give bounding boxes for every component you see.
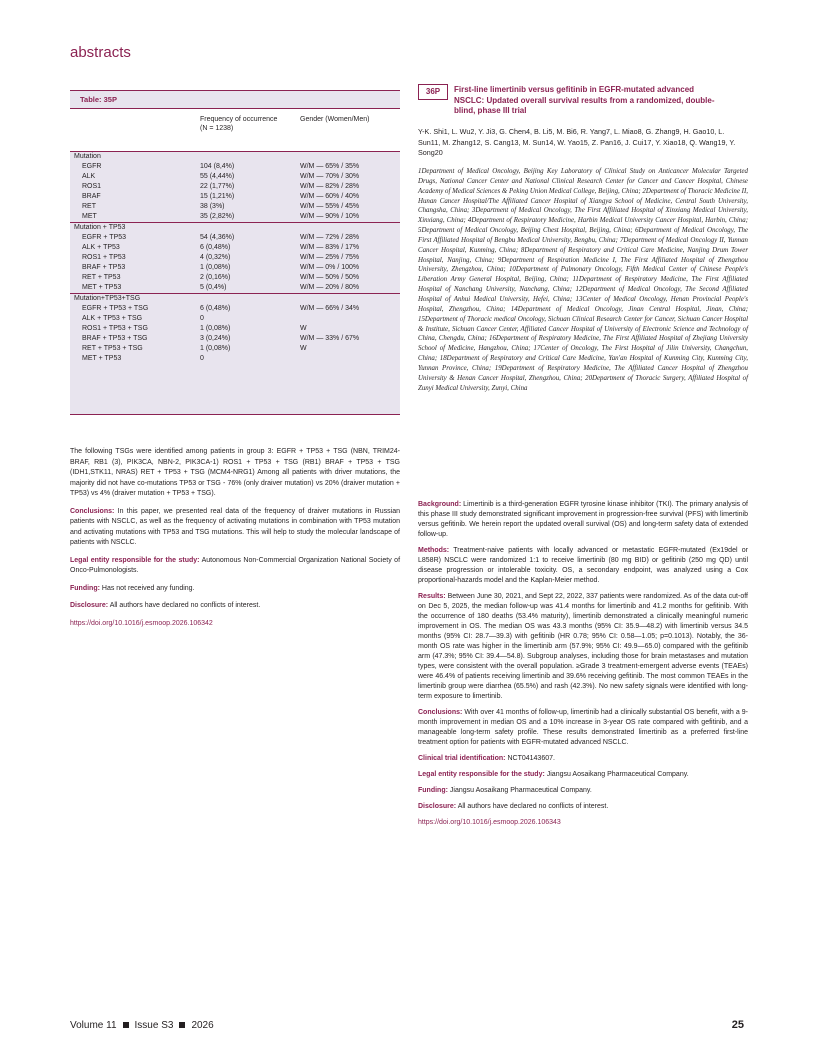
conclusions-label: Conclusions: [70,507,115,515]
table-group-row [70,222,400,233]
group-label: Mutation [74,153,101,160]
row-label: BRAF [82,193,101,200]
page-number: 25 [731,1019,744,1031]
row-frequency: 2 (0,16%) [200,274,231,281]
row-label: ROS1 + TP53 [82,254,126,261]
row-label: EGFR [82,163,102,170]
funding-36p-label: Funding: [418,787,448,794]
conclusions-36p-label: Conclusions: [418,709,463,716]
trial-id-text: NCT04143607. [507,755,555,762]
funding-label: Funding: [70,584,100,592]
row-label: ALK + TP53 + TSG [82,315,143,322]
abstract-title: First-line limertinib versus gefitinib in EGFR-mutated advanced NSCLC: Updated overall survival results from a randomized, double-blind, phase III trial [454,85,715,115]
legal-entity-text: Autonomous Non-Commercial Organization National Society of Onco-Pulmonologists. [70,556,401,574]
results-paragraph [418,592,748,702]
conclusions-36p-text: With over 41 months of follow-up, limertinib had a clinically substantial OS benefit, with a 9-month improvement in median OS and a 10% increase in 3-year OS rate compared with gefitinib, and a manageable long-term safety profile. These results demonstrated limertinib as a preferred first-line treatment option for patients with EGFR-mutated advanced NSCLC. [418,709,748,746]
row-label: EGFR + TP53 [82,234,127,241]
row-label: MET + TP53 [82,355,122,362]
row-frequency: 104 (8,4%) [200,163,235,170]
table-row [70,344,400,354]
table-row [70,172,400,182]
table-row [70,202,400,212]
abstract-number: 36P [418,84,448,100]
row-label: RET [82,203,96,210]
table-row [70,314,400,324]
row-label: MET [82,213,97,220]
row-gender: W/M — 90% / 10% [300,213,360,220]
doi-paragraph [70,619,400,630]
background-label: Background: [418,501,462,508]
row-frequency: 22 (1,77%) [200,183,235,190]
col-header-frequency: Frequency of occurrence (N = 1238) [200,116,278,132]
row-frequency: 3 (0,24%) [200,335,231,342]
row-frequency: 0 [200,355,204,362]
row-frequency: 55 (4,44%) [200,173,235,180]
row-frequency: 4 (0,32%) [200,254,231,261]
row-label: RET + TP53 + TSG [82,345,143,352]
legal-entity-label: Legal entity responsible for the study: [70,556,200,564]
row-gender: W/M — 65% / 35% [300,163,360,170]
disclosure-paragraph [70,601,400,612]
footer-year: 2026 [191,1020,214,1031]
section-label: abstracts [70,44,131,61]
group-label: Mutation + TP53 [74,224,126,231]
trial-id-paragraph [418,754,748,764]
row-frequency: 0 [200,315,204,322]
funding-36p-text: Jiangsu Aosaikang Pharmaceutical Company. [449,787,592,794]
footer [70,1020,214,1031]
row-gender: W [300,345,307,352]
disclosure-36p-text: All authors have declared no conflicts of interest. [457,803,609,810]
row-label: BRAF + TP53 + TSG [82,335,148,342]
funding-text: Has not received any funding. [101,584,195,592]
disclosure-text: All authors have declared no conflicts of interest. [109,602,261,609]
table-title: Table: 35P [70,91,400,109]
table-row [70,182,400,192]
col-header-gender: Gender (Women/Men) [300,116,370,123]
row-gender: W/M — 66% / 34% [300,305,360,312]
table-row [70,243,400,253]
row-gender: W/M — 72% / 28% [300,234,360,241]
doi-link[interactable]: https://doi.org/10.1016/j.esmoop.2026.106342 [70,619,213,627]
row-gender: W/M — 25% / 75% [300,254,360,261]
table-group-row [70,152,400,162]
row-gender: W/M — 70% / 30% [300,173,360,180]
row-label: BRAF + TP53 [82,264,126,271]
background-text: Limertinib is a third-generation EGFR tyrosine kinase inhibitor (TKI). The primary analysis of this phase III study demonstrated significant improvement in progression-free survival (PFS) with limertinib versus gefitinib. We herein report the updated overall survival (OS) and long-term safety data of extended follow-up. [418,501,748,538]
table-body [70,152,400,364]
author-list: Y-K. Shi1, L. Wu2, Y. Ji3, G. Chen4, B. Li5, M. Bi6, R. Yang7, L. Miao8, G. Zhang9, H. Gao10, L. Sun11, M. Zhang12, S. Cang13, M. Sun14, W. Yao15, Z. Pan16, J. Cui17, Y. Xiao18, Q. Wang19, Y. Song20 [418,127,736,157]
results-text: Between June 30, 2021, and Sept 22, 2022, 337 patients were randomized. As of the data cut-off on Dec 5, 2025, the median follow-up was 41.4 months for limertinib and 41.2 months for gefitinib. With the occurrence of 180 deaths (53.4% maturity), limertinib demonstrated a clinically meaningful numeric improvement in OS. The median OS was 43.3 months (95% CI: 35.9—48.2) with limertinib versus 34.5 months (95% CI: 28.7—39.3) with gefitinib (HR 0.78; 95% CI: 0.58—1.05; p=0.1013). Notably, the 36-month OS rate was higher in the limertinib arm (57.9%; 95% CI: 49.9—65.0) compared with the gefitinib arm (47.3%; 95% CI: 39.4—54.8). Subgroup analyses, including those for brain metastases and mutation types, were consistent with the overall population. ≥Grade 3 treatment-emergent adverse events (TEAEs) were 46.4% of patients receiving limertinib and 39.6% receiving gefitinib. The most common TEAEs in the limertinib group were diarrhea (65.5%) and rash (42.3%). No new safety signals were identified with long-term exposure to limertinib. [418,593,748,700]
table-row [70,233,400,243]
left-column-text [70,447,400,636]
legal-entity-36p-text: Jiangsu Aosaikang Pharmaceutical Company. [546,771,689,778]
row-frequency: 5 (0,4%) [200,284,227,291]
table-header [70,109,400,152]
table-35p [70,90,400,415]
table-row [70,273,400,283]
row-frequency: 15 (1,21%) [200,193,235,200]
row-gender: W/M — 55% / 45% [300,203,360,210]
tsg-paragraph: The following TSGs were identified among patients in group 3: EGFR + TP53 + TSG (NBN, TRIM24-BRAF, RB1 (3), PIK3CA, NBN-2, PIK3CA-1) ROS1 + TP53 + TSG (RB1) BRAF + TP53 + TSG (IDH1,STK11, NRAS) RET + TP53 + TSG (MCM4-NRG1) Among all patients with driver mutations, the majority did not have co-mutations TP53 or TSG - 76% (only draiver mutation) vs 20% (draiver mutation + TP53) vs 4% (draiver mutation + TP53 + TSG). [70,448,400,497]
row-gender: W/M — 60% / 40% [300,193,360,200]
row-gender: W/M — 82% / 28% [300,183,360,190]
background-paragraph [418,500,748,540]
row-frequency: 1 (0,08%) [200,325,231,332]
row-frequency: 6 (0,48%) [200,244,231,251]
row-frequency: 1 (0,08%) [200,345,231,352]
row-frequency: 35 (2,82%) [200,213,235,220]
conclusions-text: In this paper, we presented real data of the frequency of draiver mutations in Russian patients with NSCLC, as well as the frequency of activating mutations in combination with TP53 mutation and activating mutations with TP53 and TSG mutations. This will help to study the molecular landscape of patients with NSCLC. [70,507,400,546]
row-label: RET + TP53 [82,274,121,281]
row-frequency: 6 (0,48%) [200,305,231,312]
legal-entity-36p-paragraph [418,770,748,780]
row-gender: W/M — 83% / 17% [300,244,360,251]
table-row [70,304,400,314]
row-gender: W/M — 33% / 67% [300,335,360,342]
conclusions-paragraph [70,507,400,549]
separator-square-icon [179,1022,185,1028]
table-row [70,162,400,172]
table-row [70,192,400,202]
row-label: ALK [82,173,96,180]
group-label: Mutation+TP53+TSG [74,295,141,302]
doi-36p-paragraph [418,818,748,828]
conclusions-36p-paragraph [418,708,748,748]
row-label: MET + TP53 [82,284,122,291]
table-row [70,253,400,263]
table-row [70,334,400,344]
row-label: ALK + TP53 [82,244,120,251]
results-label: Results: [418,593,446,600]
disclosure-label: Disclosure: [70,602,109,609]
disclosure-36p-paragraph [418,802,748,812]
funding-paragraph [70,584,400,595]
legal-entity-36p-label: Legal entity responsible for the study: [418,771,545,778]
row-gender: W/M — 20% / 80% [300,284,360,291]
legal-entity-paragraph [70,556,400,577]
trial-id-label: Clinical trial identification: [418,755,506,762]
row-label: ROS1 [82,183,102,190]
funding-36p-paragraph [418,786,748,796]
table-group-row [70,293,400,304]
table-row [70,212,400,222]
doi-36p-link[interactable]: https://doi.org/10.1016/j.esmoop.2026.106343 [418,819,561,826]
row-gender: W [300,325,307,332]
methods-label: Methods: [418,547,450,554]
footer-issue: Issue S3 [134,1020,174,1031]
disclosure-36p-label: Disclosure: [418,803,457,810]
table-row [70,324,400,334]
row-label: ROS1 + TP53 + TSG [82,325,148,332]
row-frequency: 1 (0,08%) [200,264,231,271]
affiliations: 1Department of Medical Oncology, Beijing Key Laboratory of Clinical Study on Anticancer Molecular Targeted Drugs, National Cancer Center and National Clinical Research Center for Cancer and Cancer Hospital, Chinese Academy of Medical Sciences & Peking Union Medical College, Beijing, China; 2Department of Thoracic Medicine II, Hunan Cancer Hospital/The Affiliated Cancer Hospital of Xiangya School of Medicine, Central South University, Changsha, China; 3Department of Medical Oncology, The First Affiliated Hospital of Xinxiang Medical University, Xinxiang, China; 4Department of Respiratory Medicine, Harbin Medical University Cancer Hospital, Harbin, China; 5Department of Medical Oncology, Beijing Chest Hospital, Beijing, China; 6Department of Medical Oncology, The First Affiliated Hospital of Bengbu Medical University, Bengbu, China; 7Department of Medical Oncology II, Yunnan Cancer Hospital, Kunming, China; 8Department of Respiratory and Critical Care Medicine, Nanjing Drum Tower Hospital, Nanjing, China; 9Department of Respiration Medicine I, The First Affiliated Hospital of Zhengzhou University, Zhengzhou, China; 10Department of Pulmonary Oncology, Fifth Medical Center of Chinese People's Liberation Army General Hospital, Beijing, China; 11Department of Respiratory Medicine, The First Affiliated Hospital of Nanchang University, Nanchang, China; 12Department of Medical Oncology, The Second Affiliated Hospital of Anhui Medical University, Hefei, China; 13Center of Medical Oncology, Henan Provincial People's Hospital, Zhengzhou, China; 14Department of Medical Oncology, Jinan Central Hospital, Jinan, China; 15Department of Thoracic medical Oncology, Sichuan Clinical Research Center for Cancer, Sichuan Cancer Hospital & Institute, Sichuan Cancer Center, Affiliated Cancer Hospital of University of Electronic Science and Technology of China, Chengdu, China; 16Department of Respiratory Medicine, The First Affiliated Hospital of Zhejiang University School of Medicine, Hangzhou, China; 17Center of Oncology, The First Hospital of Jilin University, Changchun, China; 18Department of Respiratory and Critical Care Medicine, Yan'an Hospital of Kunming City, Kunming City, Yunnan Province, China; 19Department of Respiratory Medicine, The Affiliated Cancer Hospital of Zhengzhou University & Henan Cancer Hospital, Zhengzhou, China; 20Department of Thoracic Surgery, Affiliated Hospital of Zunyi Medical University, Zunyi, China [418,168,748,392]
table-row [70,354,400,364]
row-gender: W/M — 50% / 50% [300,274,360,281]
row-frequency: 38 (3%) [200,203,225,210]
row-frequency: 54 (4,36%) [200,234,235,241]
methods-text: Treatment-naive patients with locally advanced or metastatic EGFR-mutated (Ex19del or L858R) NSCLC were randomized 1:1 to receive limertinib (80 mg BID) or gefitinib (250 mg QD) until disease progression or intolerable toxicity. OS, a secondary endpoint, was analyzed using a Cox proportional-hazards model and the Kaplan-Meier method. [418,547,748,584]
right-column-text [418,500,748,834]
methods-paragraph [418,546,748,586]
table-row [70,263,400,273]
row-label: EGFR + TP53 + TSG [82,305,149,312]
separator-square-icon [123,1022,129,1028]
table-row [70,283,400,293]
row-gender: W/M — 0% / 100% [300,264,360,271]
footer-volume: Volume 11 [70,1020,117,1031]
